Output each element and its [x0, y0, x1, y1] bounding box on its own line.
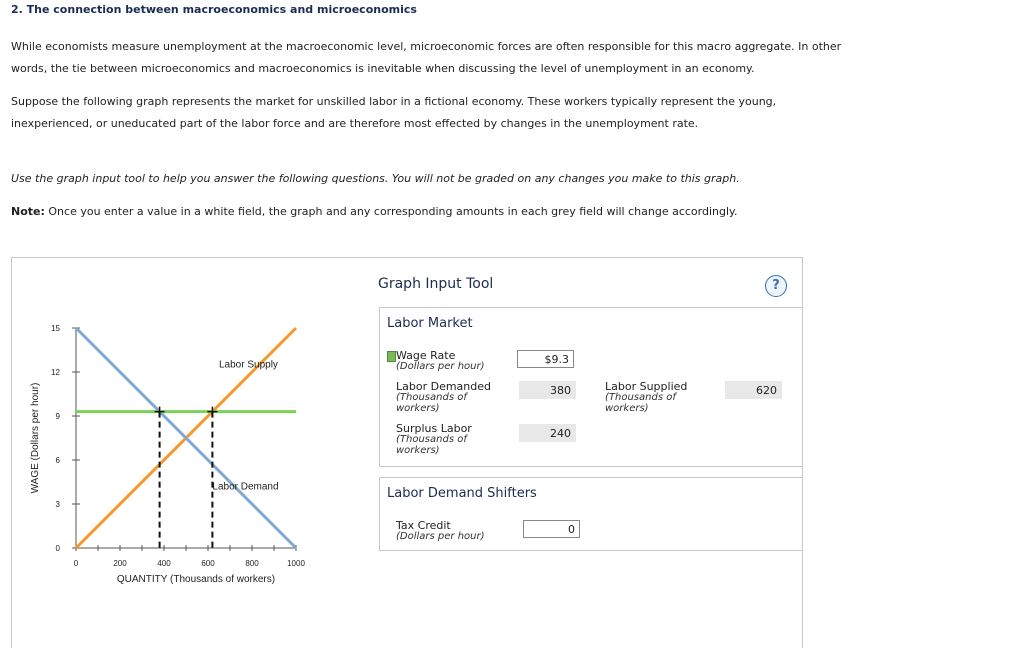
- labor-supplied-value: 620: [725, 381, 782, 399]
- tax-credit-input[interactable]: 0: [523, 520, 580, 538]
- surplus-labor-unit-2: workers): [396, 445, 440, 456]
- y-tick-label: 6: [55, 456, 60, 465]
- x-axis-label: QUANTITY (Thousands of workers): [116, 574, 276, 585]
- wage-rate-input[interactable]: $9.3: [517, 350, 574, 368]
- surplus-labor-label: Surplus Labor: [396, 422, 472, 435]
- labor-demanded-unit-2: workers): [396, 403, 440, 414]
- x-tick-label: 400: [157, 559, 171, 568]
- labor-demanded-unit-1: (Thousands of: [396, 392, 467, 403]
- labor-demand-label: Labor Demand: [212, 481, 279, 493]
- instruction-text: Use the graph input tool to help you answer the following questions. You will not be graded on any changes you make to this graph.: [11, 172, 740, 185]
- scenario-line-2: inexperienced, or uneducated part of the labor force and are therefore most effected by changes in the unemployment rate.: [11, 117, 699, 130]
- y-tick-label: 9: [55, 412, 60, 421]
- labor-supplied-label: Labor Supplied: [605, 380, 688, 393]
- help-icon[interactable]: ?: [765, 275, 787, 297]
- x-tick-label: 1000: [287, 559, 305, 568]
- wage-rate-label: Wage Rate: [396, 349, 456, 362]
- demand-shifters-title: Labor Demand Shifters: [387, 486, 537, 501]
- intro-line-2: words, the tie between microeconomics and macroeconomics is inevitable when discussing the level of unemployment in an economy.: [11, 62, 755, 75]
- y-tick-label: 3: [55, 500, 60, 509]
- y-axis-label: WAGE (Dollars per hour): [30, 382, 41, 494]
- x-tick-label: 200: [113, 559, 127, 568]
- wage-rate-legend-icon: [387, 351, 396, 362]
- tax-credit-unit: (Dollars per hour): [396, 531, 485, 542]
- surplus-labor-value: 240: [519, 424, 576, 442]
- y-tick-label: 0: [55, 544, 60, 553]
- y-tick-label: 12: [51, 368, 60, 377]
- labor-supplied-unit-2: workers): [605, 403, 649, 414]
- tax-credit-label: Tax Credit: [396, 519, 451, 532]
- labor-supply-label: Labor Supply: [219, 359, 278, 371]
- scenario-line-1: Suppose the following graph represents the market for unskilled labor in a fictional economy. These workers typically represent the young,: [11, 95, 777, 108]
- x-tick-label: 800: [245, 559, 259, 568]
- question-heading: 2. The connection between macroeconomics and microeconomics: [11, 3, 417, 16]
- labor-supplied-unit-1: (Thousands of: [605, 392, 676, 403]
- labor-demanded-value: 380: [519, 381, 576, 399]
- note-label: Note:: [11, 205, 45, 218]
- surplus-labor-unit-1: (Thousands of: [396, 434, 467, 445]
- x-tick-label: 0: [73, 559, 79, 568]
- graph-input-tool-title: Graph Input Tool: [378, 276, 494, 292]
- wage-rate-unit: (Dollars per hour): [396, 361, 485, 372]
- note-body: Once you enter a value in a white field, the graph and any corresponding amounts in each grey field will change accordingly.: [44, 205, 738, 218]
- x-tick-label: 600: [201, 559, 215, 568]
- labor-market-title: Labor Market: [387, 316, 473, 331]
- labor-demanded-label: Labor Demanded: [396, 380, 491, 393]
- y-tick-label: 15: [51, 324, 60, 333]
- intro-line-1: While economists measure unemployment at the macroeconomic level, microeconomic forces are often responsible for this macro aggregate. In other: [11, 40, 842, 53]
